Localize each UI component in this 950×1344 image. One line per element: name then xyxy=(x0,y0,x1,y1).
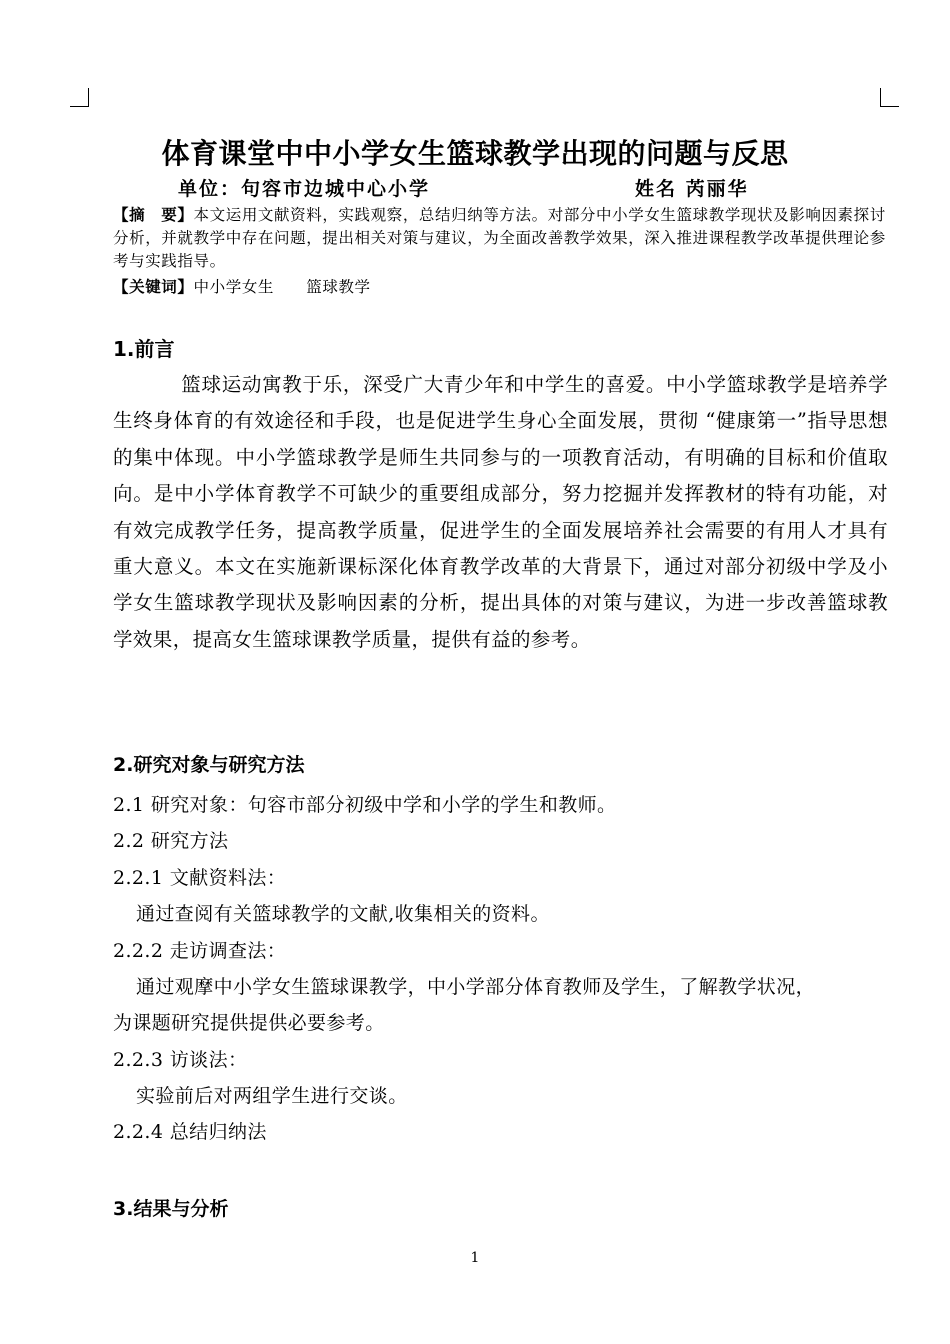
section-2-2-2-body-line-2: 为课题研究提供提供必要参考。 xyxy=(113,1012,385,1034)
crop-mark-top-right xyxy=(880,88,899,107)
keywords-tag: 【关键词】 xyxy=(113,277,194,296)
section-2-2-1-body: 通过查阅有关篮球教学的文献,收集相关的资料。 xyxy=(136,903,550,925)
section-2-2-4: 2.2.4 总结归纳法 xyxy=(113,1121,267,1143)
document-title: 体育课堂中中小学女生篮球教学出现的问题与反思 xyxy=(161,137,789,170)
section-2-2-1: 2.2.1 文献资料法： xyxy=(113,867,287,889)
section-2-heading: 2.研究对象与研究方法 xyxy=(113,754,305,776)
abstract-tag: 【摘 要】 xyxy=(113,205,194,224)
crop-mark-top-left xyxy=(70,88,89,107)
author-unit: 单位：句容市边城中心小学 xyxy=(178,178,431,200)
section-1-heading: 1.前言 xyxy=(113,337,175,361)
section-2-1: 2.1 研究对象：句容市部分初级中学和小学的学生和教师。 xyxy=(113,794,617,816)
author-name: 姓名 芮丽华 xyxy=(635,178,749,200)
keywords xyxy=(113,275,371,297)
abstract-text: 本文运用文献资料，实践观察，总结归纳等方法。对部分中小学女生篮球教学现状及影响因素探讨分析，并就教学中存在问题，提出相关对策与建议，为全面改善教学效果，深入推进课程教学改革提供理论参考与实践指导。 xyxy=(113,206,886,270)
section-1-paragraph xyxy=(113,367,888,658)
page-number: 1 xyxy=(470,1250,480,1266)
section-1-text: 篮球运动寓教于乐，深受广大青少年和中学生的喜爱。中小学篮球教学是培养学生终身体育的有效途径和手段，也是促进学生身心全面发展，贯彻 “健康第一”指导思想的集中体现。中小学篮球教学是师生共同参与的一项教育活动，有明确的目标和价值取向。是中小学体育教学不可缺少的重要组成部分，努力挖掘并发挥教材的特有功能，对有效完成教学任务，提高教学质量，促进学生的全面发展培养社会需要的有用人才具有重大意义。本文在实施新课标深化体育教学改革的大背景下，通过对部分初级中学及小学女生篮球教学现状及影响因素的分析，提出具体的对策与建议，为进一步改善篮球教学效果，提高女生篮球课教学质量，提供有益的参考。 xyxy=(113,373,888,651)
keywords-text: 中小学女生 篮球教学 xyxy=(193,278,371,296)
section-2-2-2-body-line-1: 通过观摩中小学女生篮球课教学，中小学部分体育教师及学生，了解教学状况， xyxy=(136,976,816,998)
section-3-heading: 3.结果与分析 xyxy=(113,1198,229,1220)
section-2-2-2: 2.2.2 走访调查法： xyxy=(113,940,287,962)
section-2-2-3: 2.2.3 访谈法： xyxy=(113,1049,248,1071)
abstract xyxy=(113,203,888,273)
section-2-2: 2.2 研究方法 xyxy=(113,830,229,852)
section-2-2-3-body: 实验前后对两组学生进行交谈。 xyxy=(136,1085,408,1107)
